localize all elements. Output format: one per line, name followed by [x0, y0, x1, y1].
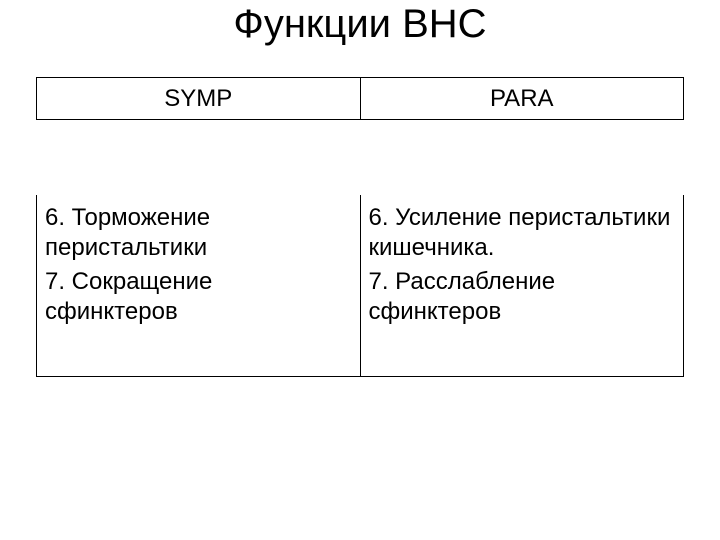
slide-title: Функции ВНС	[233, 2, 487, 46]
symp-cell	[37, 195, 361, 376]
table-header-row	[36, 77, 684, 120]
para-item: 6. Усиление перистальтики кишечника.	[368, 204, 671, 261]
para-item: 7. Расслабление сфинктеров	[368, 268, 556, 325]
table-body-row	[36, 195, 684, 377]
symp-item: 7. Сокращение сфинктеров	[45, 268, 213, 325]
symp-item: 6. Торможение перистальтики	[45, 204, 211, 261]
header-para: PARA	[489, 84, 554, 112]
para-cell	[361, 195, 684, 376]
header-symp: SYMP	[37, 78, 361, 119]
